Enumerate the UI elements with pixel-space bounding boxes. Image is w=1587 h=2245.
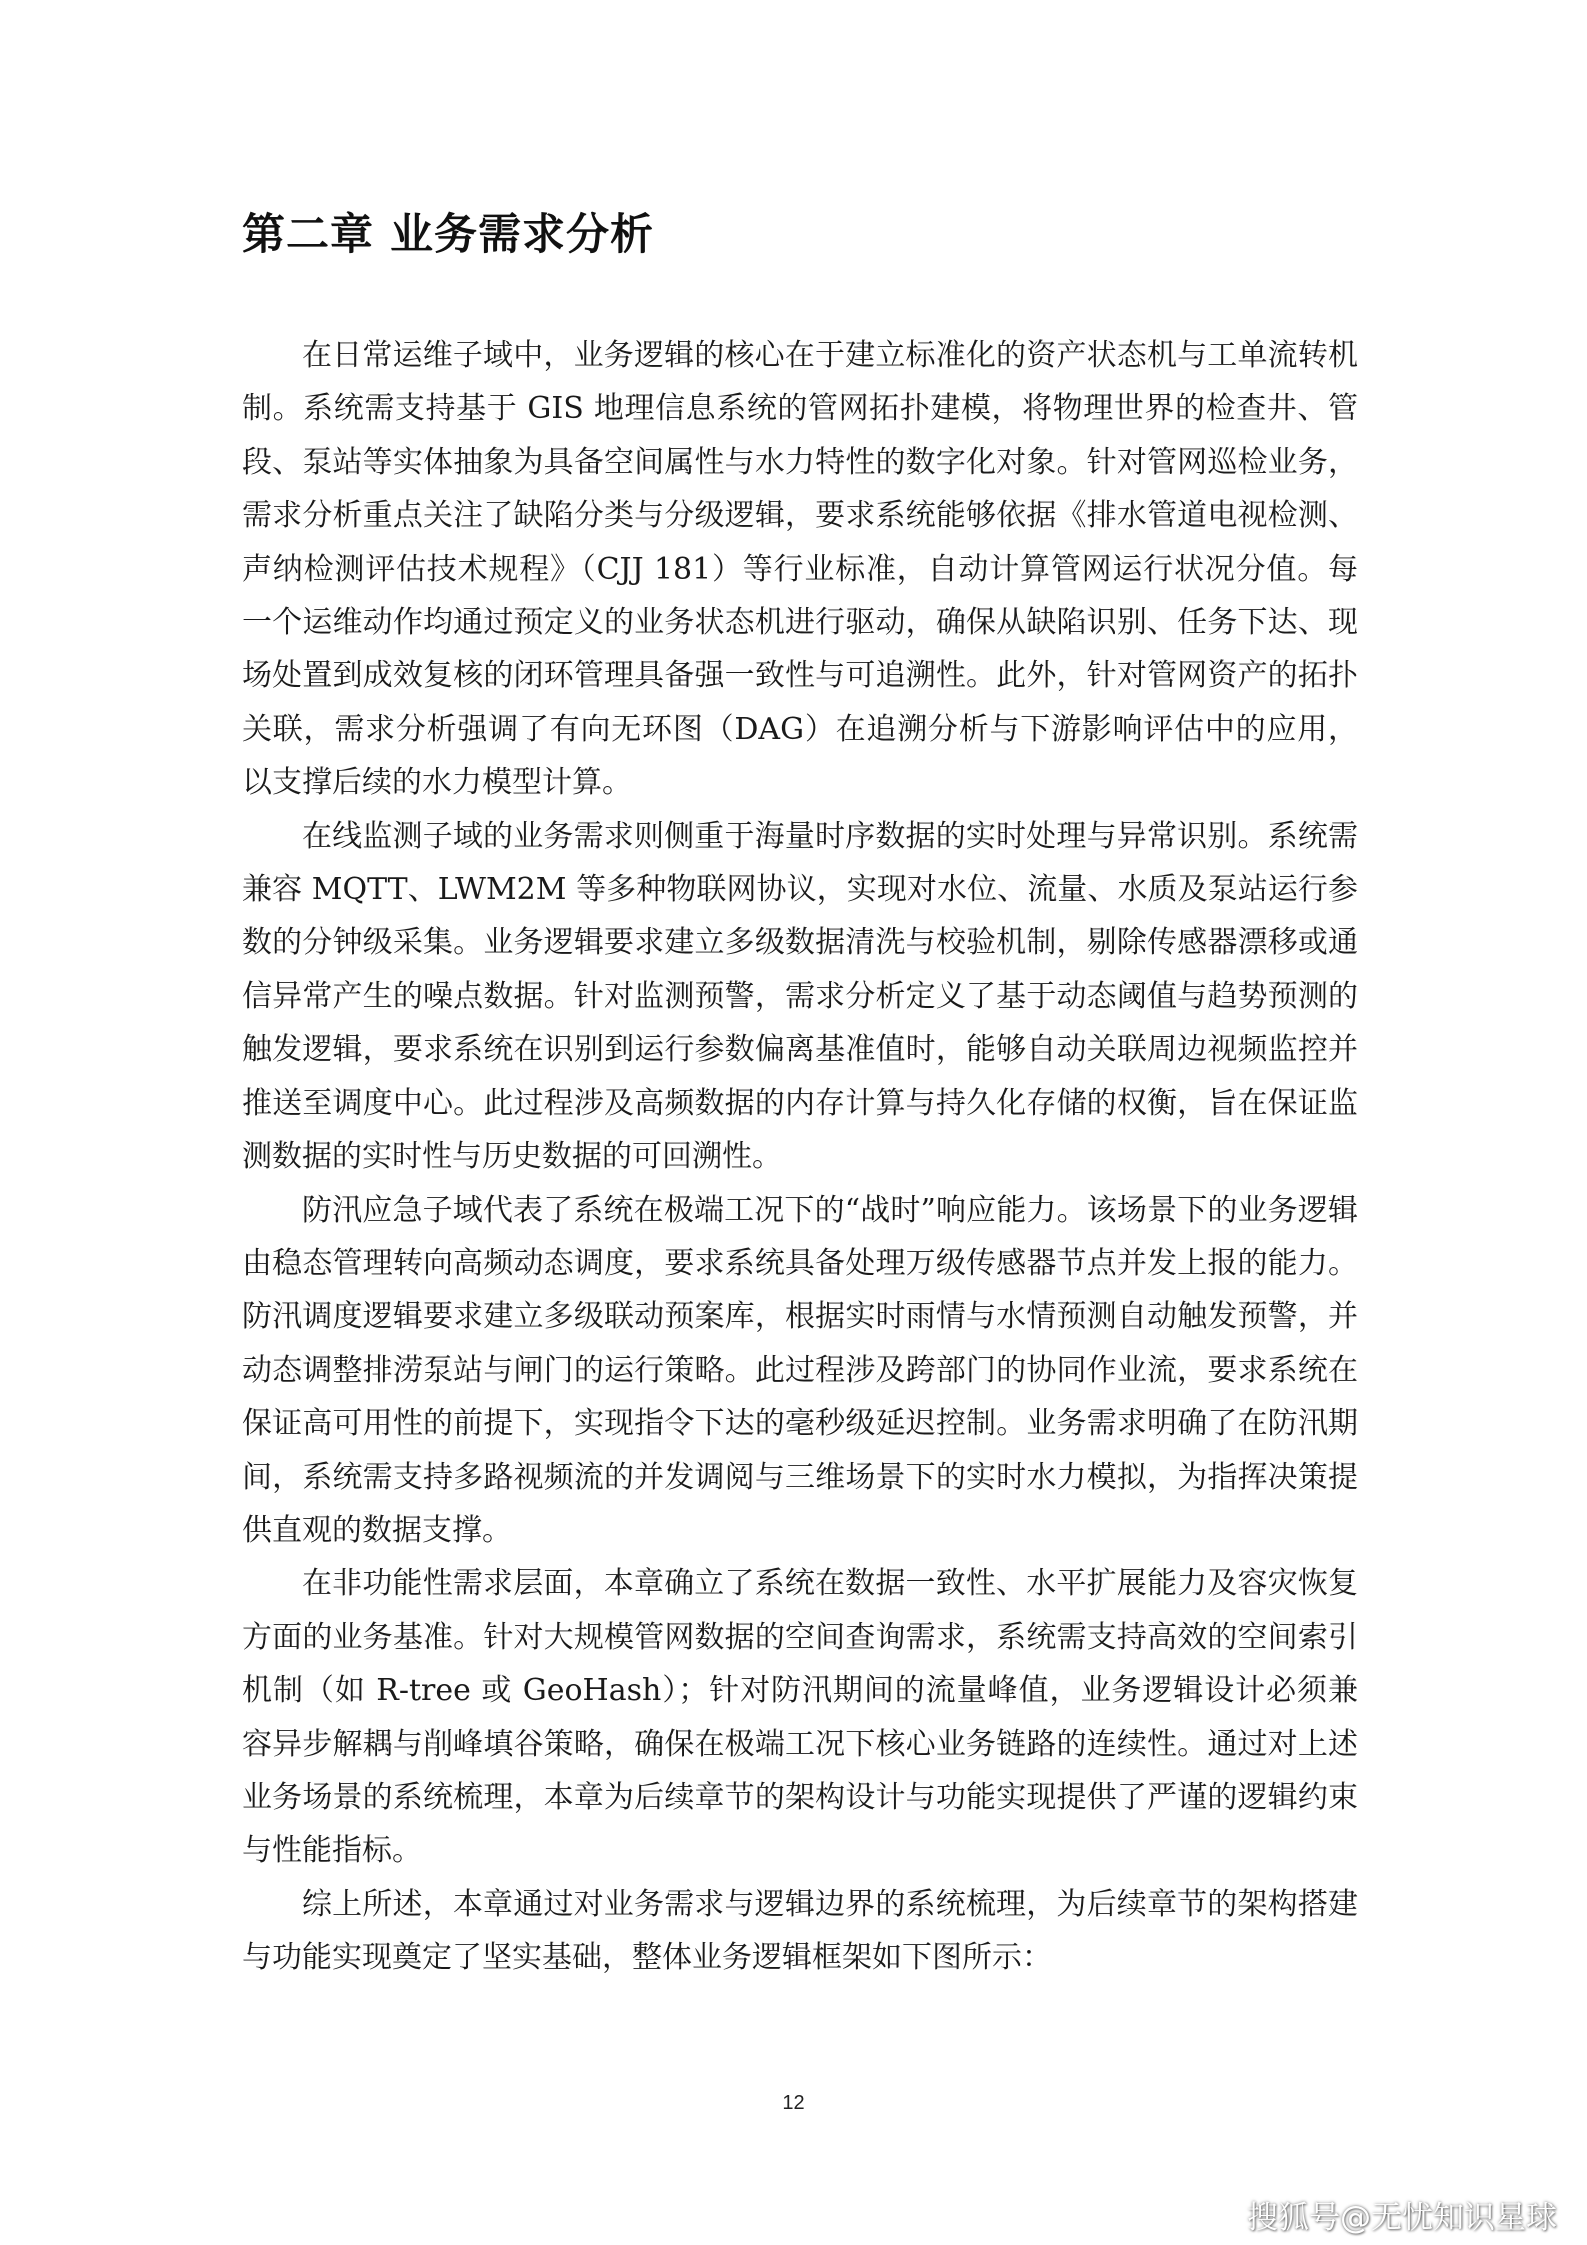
paragraph-daily-maintenance: 在日常运维子域中，业务逻辑的核心在于建立标准化的资产状态机与工单流转机制。系统需支持基于 GIS 地理信息系统的管网拓扑建模，将物理世界的检查井、管段、泵站等实体抽象为具备空间属性与水力特性的数字化对象。针对管网巡检业务，需求分析重点关注了缺陷分类与分级逻辑，要求系统能够依据《排水管道电视检测、声纳检测评估技术规程》（CJJ 181）等行业标准，自动计算管网运行状况分值。每一个运维动作均通过预定义的业务状态机进行驱动，确保从缺陷识别、任务下达、现场处置到成效复核的闭环管理具备强一致性与可追溯性。此外，针对管网资产的拓扑关联，需求分析强调了有向无环图（DAG）在追溯分析与下游影响评估中的应用，以支撑后续的水力模型计算。	[242, 338, 1358, 801]
paragraph-summary: 综上所述，本章通过对业务需求与逻辑边界的系统梳理，为后续章节的架构搭建与功能实现奠定了坚实基础，整体业务逻辑框架如下图所示：	[242, 1886, 1358, 1976]
watermark: 搜狐号@无忧知识星球	[1247, 2200, 1557, 2236]
paragraph-flood-emergency: 防汛应急子域代表了系统在极端工况下的“战时”响应能力。该场景下的业务逻辑由稳态管理转向高频动态调度，要求系统具备处理万级传感器节点并发上报的能力。防汛调度逻辑要求建立多级联动预案库，根据实时雨情与水情预测自动触发预警，并动态调整排涝泵站与闸门的运行策略。此过程涉及跨部门的协同作业流，要求系统在保证高可用性的前提下，实现指令下达的毫秒级延迟控制。业务需求明确了在防汛期间，系统需支持多路视频流的并发调阅与三维场景下的实时水力模拟，为指挥决策提供直观的数据支撑。	[242, 1192, 1358, 1548]
page-number: 12	[782, 2092, 805, 2114]
body-text	[242, 329, 1358, 1985]
chapter-title: 第二章 业务需求分析	[242, 210, 654, 260]
paragraph-non-functional: 在非功能性需求层面，本章确立了系统在数据一致性、水平扩展能力及容灾恢复方面的业务基准。针对大规模管网数据的空间查询需求，系统需支持高效的空间索引机制（如 R-tree 或 GeoHash）；针对防汛期间的流量峰值，业务逻辑设计必须兼容异步解耦与削峰填谷策略，确保在极端工况下核心业务链路的连续性。通过对上述业务场景的系统梳理，本章为后续章节的架构设计与功能实现提供了严谨的逻辑约束与性能指标。	[242, 1566, 1358, 1869]
paragraph-online-monitoring: 在线监测子域的业务需求则侧重于海量时序数据的实时处理与异常识别。系统需兼容 MQTT、LWM2M 等多种物联网协议，实现对水位、流量、水质及泵站运行参数的分钟级采集。业务逻辑要求建立多级数据清洗与校验机制，剔除传感器漂移或通信异常产生的噪点数据。针对监测预警，需求分析定义了基于动态阈值与趋势预测的触发逻辑，要求系统在识别到运行参数偏离基准值时，能够自动关联周边视频监控并推送至调度中心。此过程涉及高频数据的内存计算与持久化存储的权衡，旨在保证监测数据的实时性与历史数据的可回溯性。	[242, 818, 1358, 1175]
